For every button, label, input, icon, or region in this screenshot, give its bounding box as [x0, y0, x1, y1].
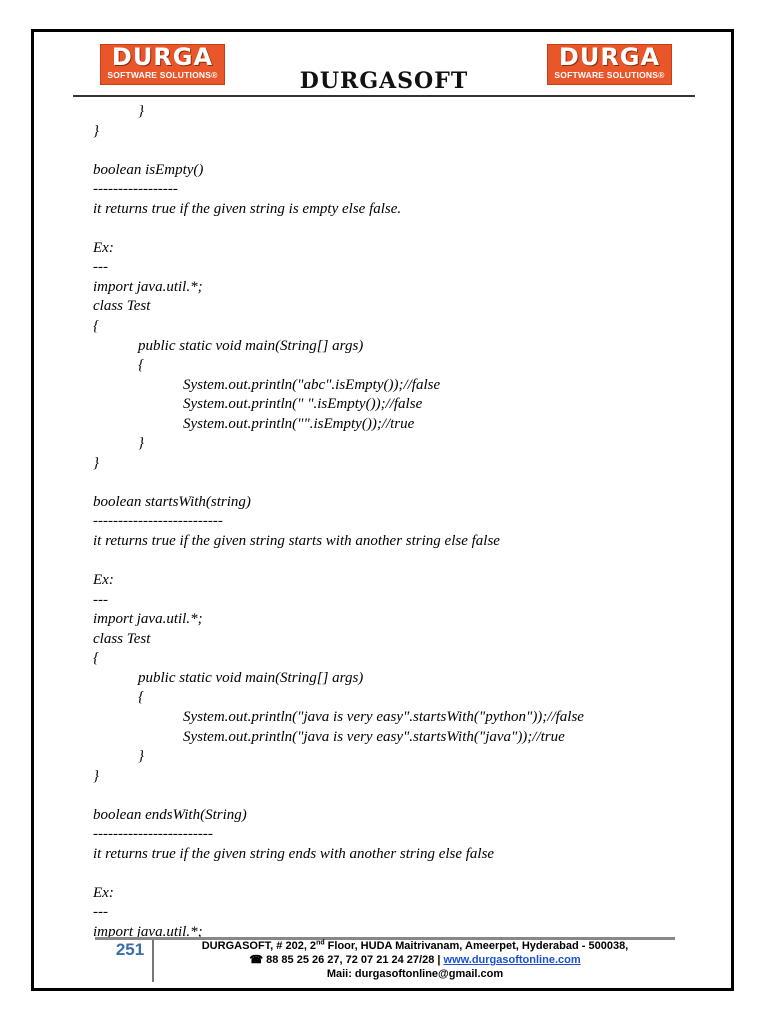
text-line [93, 219, 713, 239]
text-line [93, 473, 713, 493]
text-line: ----------------- [93, 181, 178, 198]
text-line: import java.util.*; [93, 278, 203, 295]
phone-icon: ☎ [249, 954, 264, 966]
text-line [93, 864, 713, 884]
text-line: { [93, 357, 144, 374]
text-line: -------------------------- [93, 513, 223, 530]
logo-tagline: SOFTWARE SOLUTIONS® [107, 70, 218, 80]
text-line: it returns true if the given string ends with another string else false [93, 845, 495, 862]
text-line: import java.util.*; [93, 611, 203, 628]
footer-contact [160, 939, 670, 981]
text-line: import java.util.*; [93, 923, 203, 940]
text-line: Ex: [93, 239, 114, 256]
text-line: { [93, 650, 99, 667]
text-line: System.out.println(" ".isEmpty());//false [93, 396, 423, 413]
text-line: it returns true if the given string is empty else false. [93, 200, 402, 217]
text-line: { [93, 318, 99, 335]
document-body [93, 102, 713, 943]
text-line: System.out.println("".isEmpty());//true [93, 415, 415, 432]
text-line: it returns true if the given string starts with another string else false [93, 533, 500, 550]
text-line: System.out.println("java is very easy".startsWith("java"));//true [93, 728, 565, 745]
text-line: Ex: [93, 572, 114, 589]
text-line: } [93, 122, 99, 139]
text-line: } [93, 748, 144, 765]
text-line: { [93, 689, 144, 706]
text-line: boolean startsWith(string) [93, 493, 251, 510]
text-line: System.out.println("java is very easy".startsWith("python"));//false [93, 708, 584, 725]
text-line: Ex: [93, 884, 114, 901]
text-line: public static void main(String[] args) [93, 669, 364, 686]
text-line [93, 141, 713, 161]
logo-wordmark: DURGA [111, 43, 214, 71]
text-line: System.out.println("abc".isEmpty());//false [93, 376, 441, 393]
text-line: class Test [93, 298, 151, 315]
page-title: DURGASOFT [299, 68, 469, 94]
footer-phones: ☎ 88 85 25 26 27, 72 07 21 24 27/28 | www.durgasoftonline.com [249, 954, 581, 966]
text-line: --- [93, 591, 108, 608]
text-line: } [93, 767, 99, 784]
page-number: 251 [115, 940, 145, 959]
text-line: } [93, 103, 144, 119]
text-line [93, 552, 713, 572]
footer-divider [152, 940, 154, 982]
text-line: } [93, 454, 99, 471]
header-rule [73, 95, 695, 97]
footer-mail: Maii: durgasoftonline@gmail.com [326, 968, 504, 980]
text-line: --- [93, 904, 108, 921]
text-line: } [93, 435, 144, 452]
text-line [93, 786, 713, 806]
text-line: class Test [93, 630, 151, 647]
website-link[interactable]: www.durgasoftonline.com [443, 954, 581, 966]
text-line: --- [93, 259, 108, 276]
text-line: public static void main(String[] args) [93, 337, 364, 354]
text-line: boolean endsWith(String) [93, 806, 247, 823]
text-line: ------------------------ [93, 826, 213, 843]
text-line: boolean isEmpty() [93, 161, 204, 178]
logo-wordmark: DURGA [558, 43, 661, 71]
logo-tagline: SOFTWARE SOLUTIONS® [554, 70, 665, 80]
footer-address: DURGASOFT, # 202, 2nd Floor, HUDA Maitrivanam, Ameerpet, Hyderabad - 500038, [201, 939, 629, 952]
